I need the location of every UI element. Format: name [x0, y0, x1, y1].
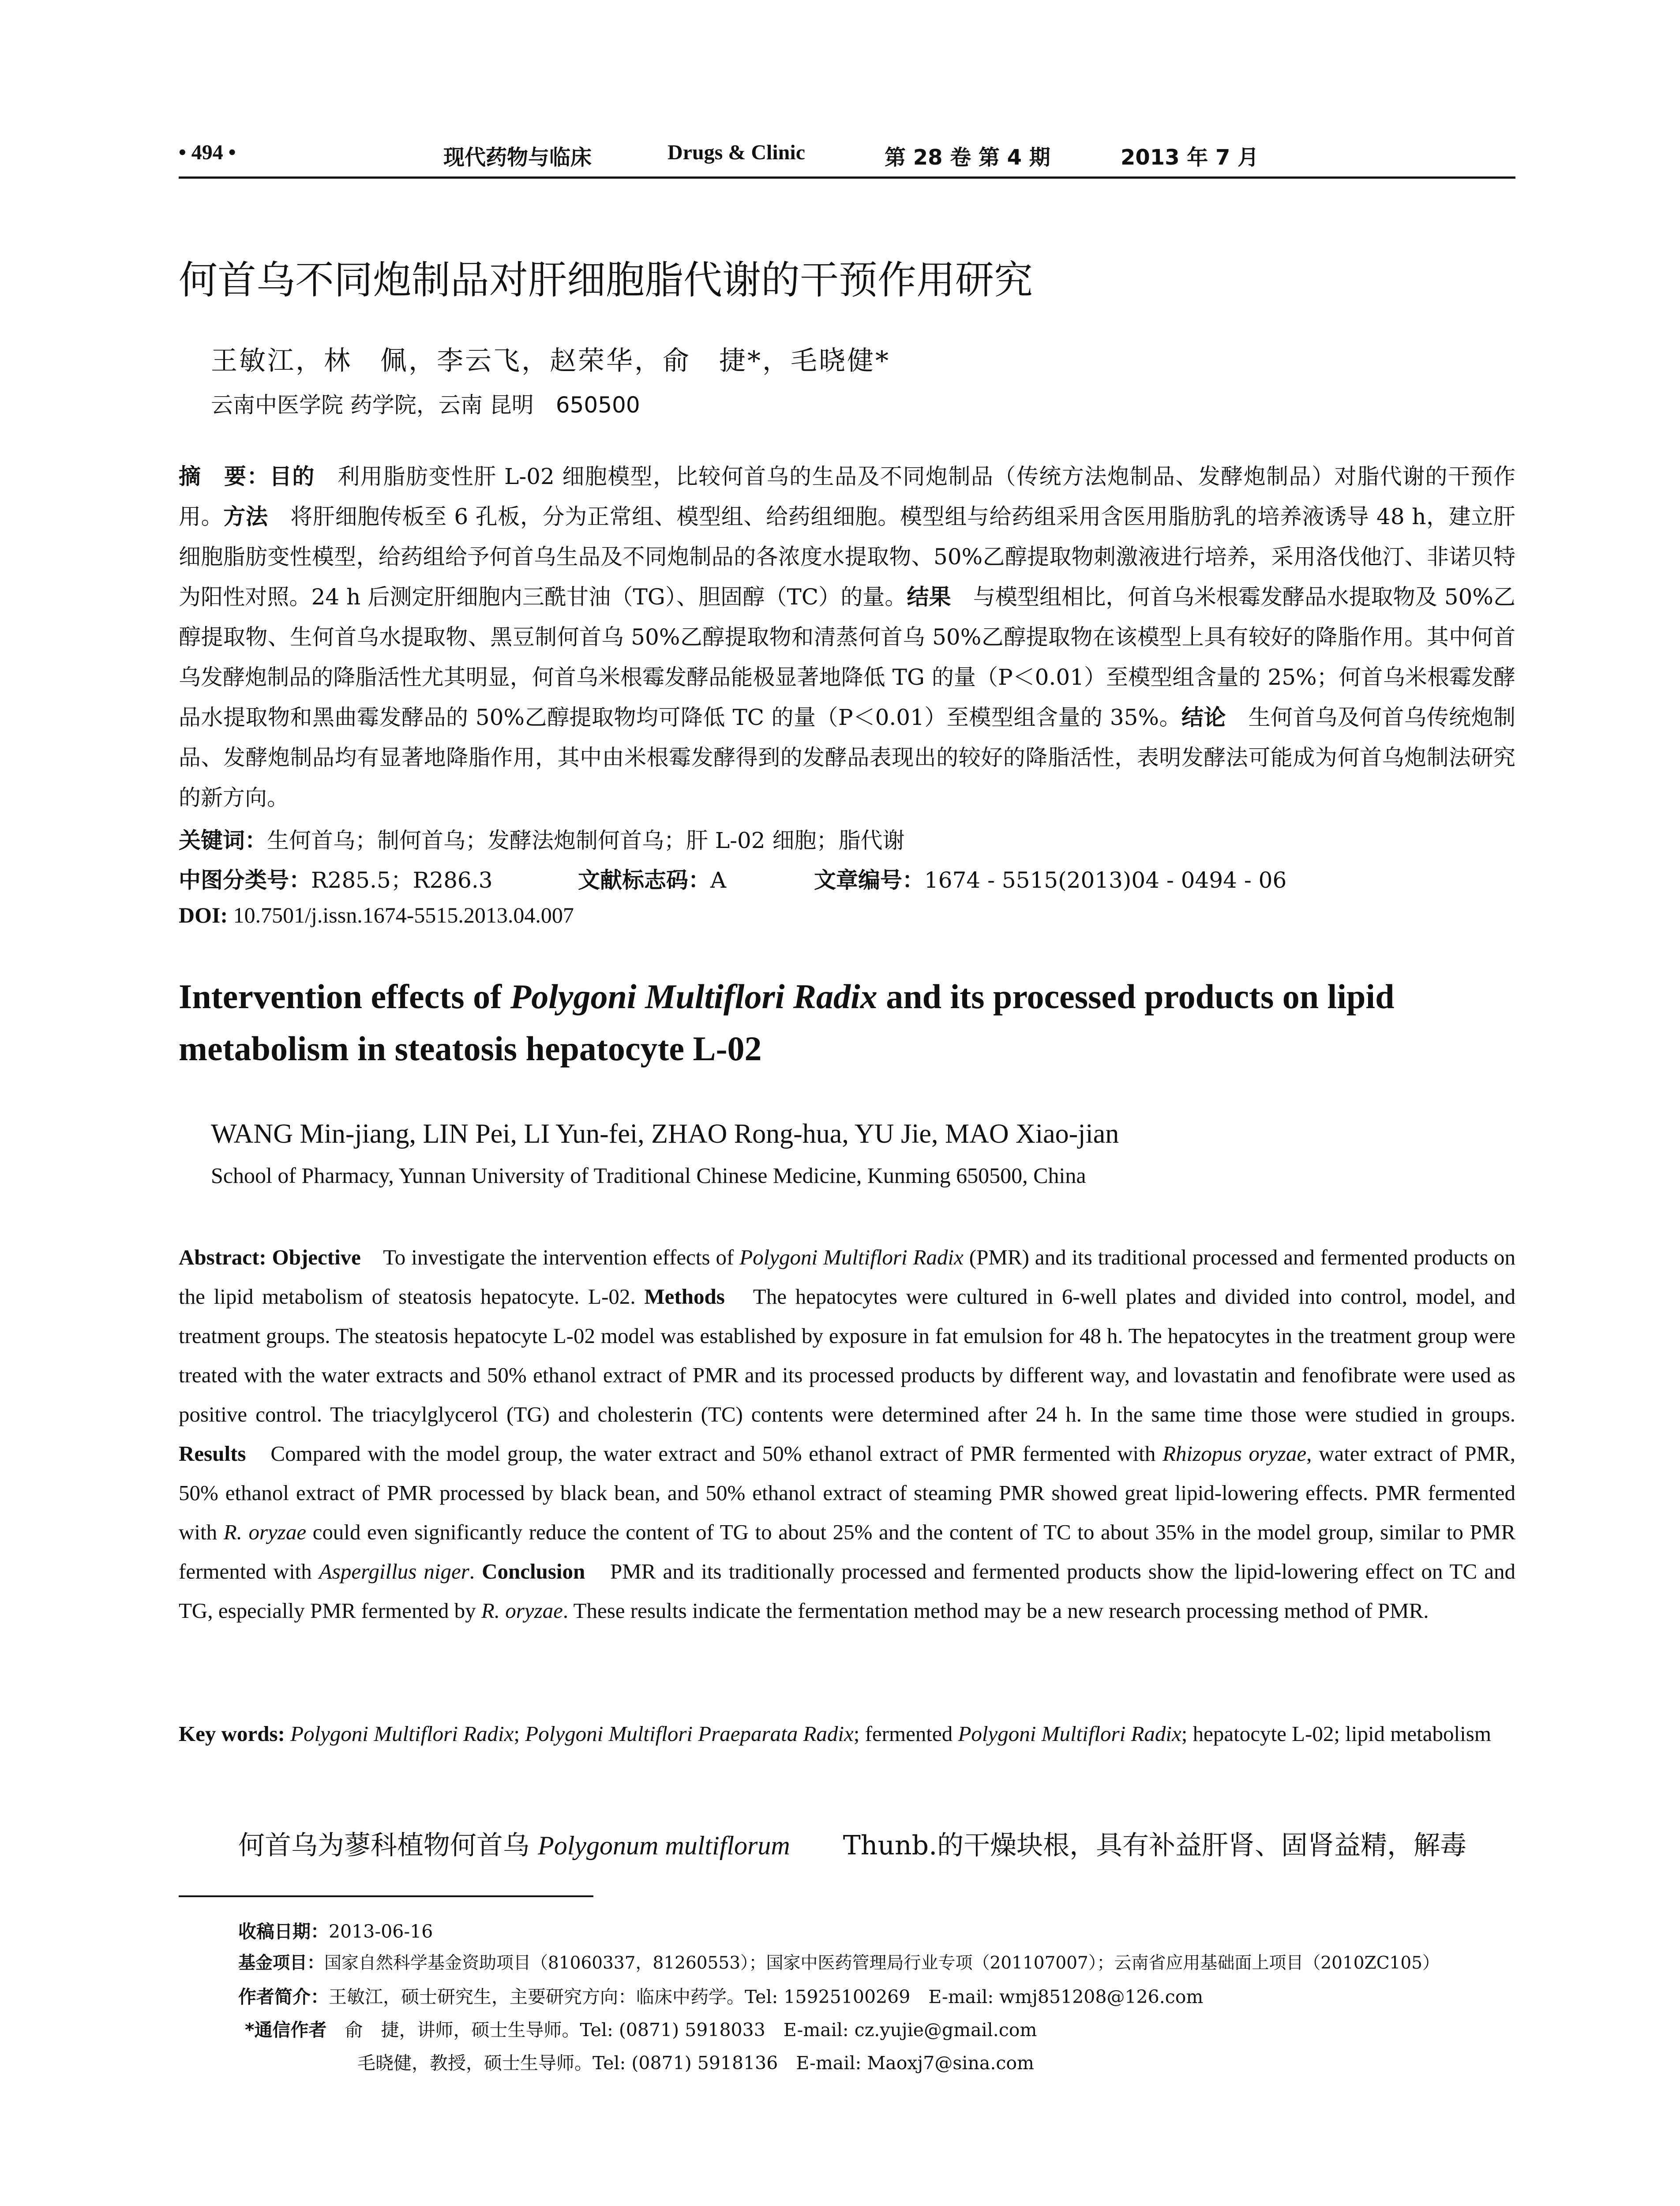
- abstract-en-label: Abstract: Objective: [179, 1245, 361, 1269]
- received-label: 收稿日期：: [238, 1921, 329, 1942]
- conclusion-cn: 生何首乌及何首乌传统炮制品、发酵炮制品均有显著地降脂作用，其中由米根霉发酵得到的发酵品表现出的较好的降脂活性，表明发酵法可能成为何首乌炮制法研究的新方向。: [179, 705, 1516, 810]
- intro-text-2: Thunb.的干燥块根，具有补益肝肾、固肾益精，解毒: [790, 1830, 1467, 1861]
- results-label-cn: 结果: [907, 584, 951, 610]
- journal-name-en: Drugs & Clinic: [668, 141, 805, 164]
- keyword-en-1: Polygoni Multiflori Radix: [290, 1722, 514, 1746]
- keyword-sep-3: ; hepatocyte L-02; lipid metabolism: [1181, 1722, 1491, 1746]
- keywords-label-cn: 关键词：: [179, 828, 267, 853]
- volume-issue: 第 28 卷 第 4 期: [885, 145, 1050, 170]
- keywords-label-en: Key words:: [179, 1722, 285, 1746]
- methods-en: The hepatocytes were cultured in 6-well plates and divided into control, model, and treatment groups. The steatosis hepatocyte L-02 model was established by exposure in fat emulsion for 48 h. The hepatocytes in the treatment group were treated with the water extracts and 50% ethanol extract of PMR and its processed products by different way, and lovastatin and fenofibrate were used as positive control. The triacylglycerol (TG) and cholesterin (TC) contents were determined after 24 h. In the same time those were studied in groups.: [179, 1284, 1515, 1426]
- conclusion-en-1: PMR and its traditionally processed and fermented products show the lipid-lowering effect on TC and TG, especially PMR fermented by: [179, 1559, 1515, 1623]
- intro-text-1: 何首乌为蓼科植物何首乌: [238, 1830, 538, 1861]
- title-en-italic: Polygoni Multiflori Radix: [510, 977, 878, 1016]
- journal-name-cn: 现代药物与临床: [443, 145, 592, 170]
- corresponding-author-1: 俞 捷，讲师，硕士生导师。Tel: (0871) 5918033 E-mail: cz.yujie@gmail.com: [345, 2019, 1037, 2041]
- objective-label-cn: 目的: [269, 464, 315, 489]
- doi-value: 10.7501/j.issn.1674-5515.2013.04.007: [233, 903, 574, 927]
- methods-cn: 将肝细胞传板至 6 孔板，分为正常组、模型组、给药组细胞。模型组与给药组采用含医用脂肪乳的培养液诱导 48 h，建立肝细胞脂肪变性模型，给药组给予何首乌生品及不同炮制品的各浓度水提取物、50%乙醇提取物刺激液进行培养，采用洛伐他汀、非诺贝特为阳性对照。24 h 后测定肝细胞内三酰甘油（TG）、胆固醇（TC）的量。: [179, 504, 1516, 610]
- authors-en: WANG Min-jiang, LIN Pei, LI Yun-fei, ZHAO Rong-hua, YU Jie, MAO Xiao-jian: [211, 1119, 1119, 1149]
- received-date: 2013-06-16: [329, 1921, 433, 1942]
- keywords-en: [179, 1714, 1515, 1753]
- article-number: [814, 863, 1286, 894]
- results-en-italic-2: R. oryzae: [223, 1520, 307, 1544]
- results-label-en: Results: [179, 1441, 246, 1466]
- keyword-en-2: Polygoni Multiflori Praeparata Radix: [525, 1722, 854, 1746]
- title-cn: 何首乌不同炮制品对肝细胞脂代谢的干预作用研究: [179, 257, 1033, 303]
- article-number-label: 文章编号：: [814, 867, 924, 893]
- results-en-italic-3: Aspergillus niger: [319, 1559, 469, 1583]
- footnote-rule: [179, 1895, 593, 1897]
- article-number-value: 1674 - 5515(2013)04 - 0494 - 06: [924, 867, 1287, 893]
- authors-cn: 王敏江，林 佩，李云飞，赵荣华，俞 捷*，毛晓健*: [211, 345, 890, 376]
- conclusion-en-2: . These results indicate the fermentation method may be a new research processing method of PMR.: [562, 1598, 1429, 1623]
- header-rule: [179, 176, 1515, 179]
- doc-code-label: 文献标志码：: [578, 867, 710, 893]
- footnote-author: [238, 1982, 1203, 2008]
- methods-label-cn: 方法: [223, 504, 268, 529]
- results-en-4: .: [469, 1559, 475, 1583]
- results-en-3: could even significantly reduce the content of TG to about 25% and the content of TC to about 35% in the model group, similar to PMR fermented with: [179, 1520, 1516, 1583]
- page-number: • 494 •: [179, 141, 236, 164]
- objective-cn: 利用脂肪变性肝 L-02 细胞模型，比较何首乌的生品及不同炮制品（传统方法炮制品、发酵炮制品）对脂代谢的干预作用。: [179, 464, 1516, 529]
- running-header: [179, 140, 1515, 176]
- title-en: [179, 971, 1515, 1075]
- conclusion-label-cn: 结论: [1181, 705, 1226, 730]
- title-en-part2: and its processed products on lipid metabolism in steatosis hepatocyte L-02: [179, 977, 1395, 1068]
- footnote-corresponding: [245, 2015, 1037, 2041]
- keyword-sep-2: ; fermented: [853, 1722, 958, 1746]
- doi-line: [179, 902, 574, 928]
- results-en-italic-1: Rhizopus oryzae: [1162, 1441, 1307, 1466]
- footnote-fund: [238, 1949, 1440, 1974]
- title-en-part1: Intervention effects of: [179, 977, 510, 1016]
- objective-en-italic: Polygoni Multiflori Radix: [739, 1245, 964, 1269]
- affiliation-cn: 云南中医学院 药学院，云南 昆明 650500: [211, 392, 640, 418]
- results-cn: 与模型组相比，何首乌米根霉发酵品水提取物及 50%乙醇提取物、生何首乌水提取物、黑豆制何首乌 50%乙醇提取物和清蒸何首乌 50%乙醇提取物在该模型上具有较好的降脂作用。其中何首乌发酵炮制品的降脂活性尤其明显，何首乌米根霉发酵品能极显著地降低 TG 的量（P＜0.01）至模型组含量的 25%；何首乌米根霉发酵品水提取物和黑曲霉发酵品的 50%乙醇提取物均可降低 TC 的量（P＜0.01）至模型组含量的 35%。: [179, 584, 1516, 730]
- keywords-cn: [179, 823, 905, 855]
- abstract-cn: [179, 457, 1515, 818]
- keywords-text-cn: 生何首乌；制何首乌；发酵法炮制何首乌；肝 L-02 细胞；脂代谢: [267, 828, 905, 853]
- doi-label: DOI:: [179, 903, 228, 927]
- results-en-2: , water extract of PMR, 50% ethanol extract of PMR processed by black bean, and 50% ethanol extract of steaming PMR showed great lipid-lowering effects. PMR fermented with: [179, 1441, 1515, 1544]
- body-intro: [238, 1824, 1466, 1862]
- abstract-en: [179, 1238, 1515, 1630]
- footnote-received: [238, 1917, 433, 1943]
- fund-text: 国家自然科学基金资助项目（81060337，81260553）；国家中医药管理局行业专项（201107007）；云南省应用基础面上项目（2010ZC105）: [324, 1953, 1440, 1973]
- author-bio-label: 作者简介：: [238, 1986, 329, 2007]
- corresponding-label: *通信作者: [245, 2019, 327, 2041]
- clc-value: R285.5；R286.3: [311, 867, 493, 893]
- objective-en-1: To investigate the intervention effects of: [383, 1245, 740, 1269]
- fund-label: 基金项目：: [238, 1953, 325, 1973]
- results-en-1: Compared with the model group, the water extract and 50% ethanol extract of PMR fermented with: [270, 1441, 1163, 1466]
- conclusion-label-en: Conclusion: [482, 1559, 585, 1583]
- intro-species: Polygonum multiflorum: [538, 1831, 790, 1860]
- objective-en-2: (PMR) and its traditional processed and fermented products on the lipid metabolism of steatosis hepatocyte. L-02.: [179, 1245, 1515, 1309]
- author-bio-text: 王敏江，硕士研究生，主要研究方向：临床中药学。Tel: 15925100269 E-mail: wmj851208@126.com: [329, 1986, 1204, 2007]
- clc-label: 中图分类号：: [179, 867, 311, 893]
- keyword-en-3: Polygoni Multiflori Radix: [958, 1722, 1181, 1746]
- abstract-cn-label: 摘 要：: [179, 464, 270, 489]
- classification-line: [179, 863, 493, 894]
- methods-label-en: Methods: [644, 1284, 725, 1309]
- affiliation-en: School of Pharmacy, Yunnan University of Traditional Chinese Medicine, Kunming 650500, China: [211, 1163, 1086, 1188]
- keyword-sep-1: ;: [514, 1722, 525, 1746]
- conclusion-en-italic: R. oryzae: [481, 1598, 563, 1623]
- doc-code: [578, 863, 726, 894]
- issue-date: 2013 年 7 月: [1121, 145, 1259, 170]
- doc-code-value: A: [710, 867, 727, 893]
- footnote-corresponding-2: 毛晓健，教授，硕士生导师。Tel: (0871) 5918136 E-mail: Maoxj7@sina.com: [357, 2052, 1034, 2074]
